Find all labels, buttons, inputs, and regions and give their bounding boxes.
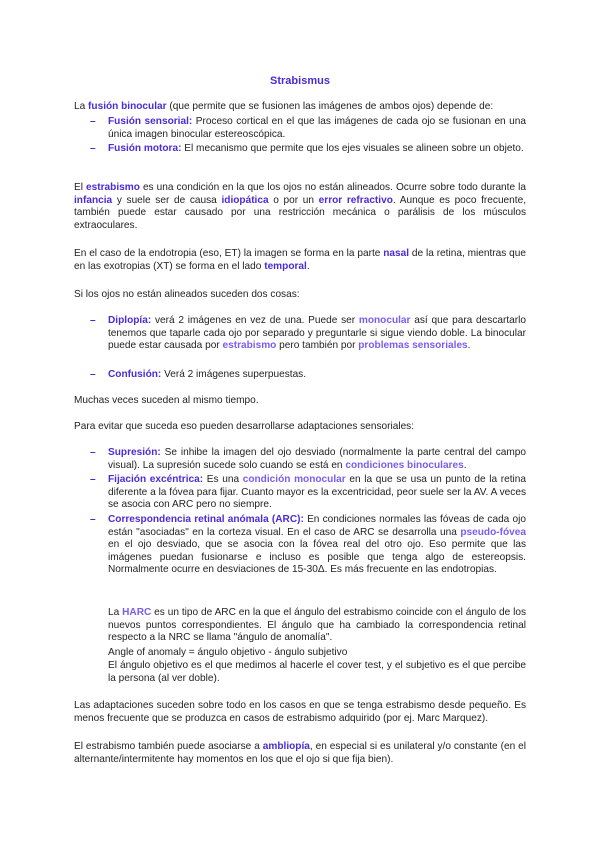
paragraph-intro: La fusión binocular (que permite que se fusionen las imágenes de ambos ojos) depende de:: [74, 101, 494, 112]
page-title: Strabismus: [270, 75, 330, 87]
list-bullet: –: [90, 514, 96, 525]
paragraph-estrabismo: El estrabismo es una condición en la que los ojos no están alineados. Ocurre sobre todo durante la infancia y suele ser de causa idiopática o por un error refractivo. Aunque es poco frecuente, también puede estar causado por una restricción mecánica o parálisis de los músculos extraoculares.: [74, 182, 527, 231]
paragraph-dos-cosas: Si los ojos no están alineados suceden dos cosas:: [74, 289, 300, 300]
formula-angle-of-anomaly: Angle of anomaly = ángulo objetivo - ángulo subjetivo: [108, 647, 348, 658]
list-item-fijacion-excentrica: Fijación excéntrica: Es una condición monocular en la que se usa un punto de la retina diferente a la fóvea para fijar. Cuanto mayor es la excentricidad, peor suele ser la AV. A veces se asocia con ARC pero no siempre.: [108, 474, 526, 511]
list-item-confusion: Confusión: Verá 2 imágenes superpuestas.: [108, 369, 307, 380]
list-bullet: –: [90, 116, 96, 127]
list-item-diplopia: Diplopía: verá 2 imágenes en vez de una. Puede ser monocular así que para descartarlo tenemos que taparle cada ojo por separado y preguntarle si sigue viendo doble. La binocular puede estar causada por estrabismo pero también por problemas sensoriales.: [108, 315, 526, 352]
list-item-fusion-motora: Fusión motora: El mecanismo que permite que los ejes visuales se alineen sobre un objeto.: [108, 143, 524, 154]
paragraph-adaptaciones: Para evitar que suceda eso pueden desarrollarse adaptaciones sensoriales:: [74, 421, 415, 432]
list-item-fusion-sensorial: Fusión sensorial: Proceso cortical en el que las imágenes de cada ojo se fusionan en una única imagen binocular estereoscópica.: [108, 116, 526, 140]
list-bullet: –: [90, 315, 96, 326]
paragraph-angulo-objetivo: El ángulo objetivo es el que medimos al hacerle el cover test, y el subjetivo es el que percibe la persona (al ver doble).: [108, 660, 526, 684]
list-item-arc: Correspondencia retinal anómala (ARC): En condiciones normales las fóveas de cada ojo están "asociadas" en la corteza visual. En el caso de ARC se desarrolla una pseudo-fóvea en el ojo desviado, que se asocia con la fóvea real del otro ojo. Eso permite que las imágenes puedan fusionarse e incluso es posible que tenga algo de estereopsis. Normalmente ocurre en desviaciones de 15-30Δ. Es más frecuente en las endotropias.: [108, 514, 526, 576]
paragraph-harc: La HARC es un tipo de ARC en la que el ángulo del estrabismo coincide con el ángulo de los nuevos puntos correspondientes. El ángulo que ha cambiado la correspondencia retinal respecto a la NRC se llama "ángulo de anomalía".: [108, 607, 526, 644]
paragraph-ambliopia: El estrabismo también puede asociarse a ambliopía, en especial si es unilateral y/o constante (en el alternante/intermitente hay momentos en los que el ojo si que fija bien).: [74, 741, 526, 765]
list-bullet: –: [90, 143, 96, 154]
paragraph-mismo-tiempo: Muchas veces suceden al mismo tiempo.: [74, 395, 259, 406]
paragraph-adaptaciones-pequeno: Las adaptaciones suceden sobre todo en los casos en que se tenga estrabismo desde pequeño. Es menos frecuente que se produzca en casos de estrabismo adquirido (por ej. Marc Marquez).: [74, 700, 526, 724]
list-bullet: –: [90, 369, 96, 380]
list-bullet: –: [90, 447, 96, 458]
list-item-supresion: Supresión: Se inhibe la imagen del ojo desviado (normalmente la parte central del campo visual). La supresión sucede solo cuando se está en condiciones binoculares.: [108, 447, 526, 471]
paragraph-endotropia: En el caso de la endotropia (eso, ET) la imagen se forma en la parte nasal de la retina, mientras que en las exotropias (XT) se forma en el lado temporal.: [74, 248, 526, 272]
list-bullet: –: [90, 474, 96, 485]
